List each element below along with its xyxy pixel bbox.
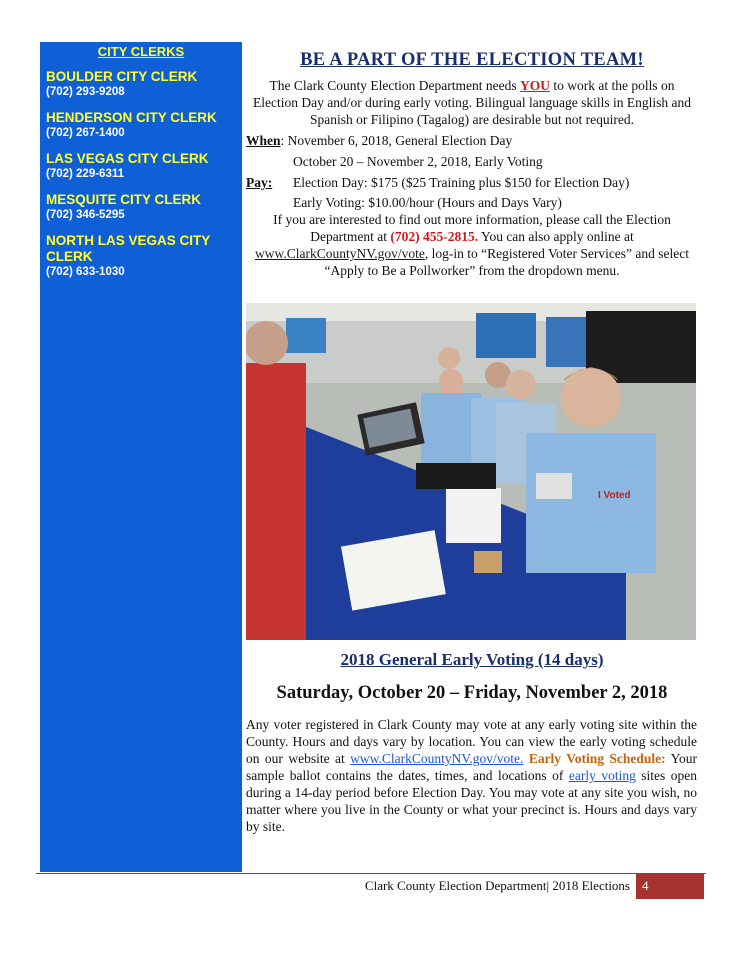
pay-row-2 [246, 194, 698, 211]
early-text: sites open during a 14-day period before Election Day. You may vote at any site you wish, no matter where you live in the County or what your precinct is. Hours and days vary by site. [246, 768, 698, 834]
early-voting-dates: Saturday, October 20 – Friday, November 2, 2018 [276, 683, 668, 703]
clerk-entry [46, 110, 236, 141]
clerk-phone: (702) 267-1400 [46, 127, 125, 139]
clerk-name: LAS VEGAS CITY CLERK [46, 151, 209, 166]
clerk-phone: (702) 346-5295 [46, 209, 125, 221]
early-text: Your sample ballot contains the dates, times, and locations of [246, 751, 697, 783]
early-voting-info [246, 716, 697, 835]
info-text: If you are interested to find out more information, please call the Election Department at [273, 212, 671, 244]
recruitment-section [246, 44, 698, 279]
early-voting-title: 2018 General Early Voting (14 days) [340, 650, 604, 669]
election-dept-phone: (702) 455-2815. [390, 229, 479, 244]
clerk-name: MESQUITE CITY CLERK [46, 192, 202, 207]
pay-row [246, 174, 698, 191]
clerk-phone: (702) 293-9208 [46, 86, 125, 98]
intro-text: The Clark County Election Department needs [269, 78, 520, 93]
i-voted-sticker: I Voted [598, 490, 631, 501]
info-text: You can also apply online at [478, 229, 634, 244]
poll-workers-photo [246, 303, 696, 640]
recruitment-title: BE A PART OF THE ELECTION TEAM! [300, 50, 644, 70]
info-text: , log-in to “Registered Voter Services” and select “Apply to Be a Pollworker” from the dropdown menu. [324, 246, 690, 278]
pay-election-day: Election Day: $175 ($25 Training plus $150 for Election Day) [293, 175, 630, 190]
schedule-website-link[interactable]: www.ClarkCountyNV.gov/vote. [350, 751, 524, 766]
poll-workers-illustration [246, 303, 696, 640]
when-label: When [246, 133, 281, 148]
clerk-name: NORTH LAS VEGAS CITY CLERK [46, 233, 211, 264]
clerk-name: HENDERSON CITY CLERK [46, 110, 217, 125]
clerk-phone: (702) 229-6311 [46, 168, 125, 180]
clerk-name: BOULDER CITY CLERK [46, 69, 198, 84]
schedule-label: Early Voting Schedule: [528, 751, 666, 766]
pay-label: Pay: [246, 175, 273, 190]
clerk-entry [46, 69, 236, 100]
clerk-entry [46, 151, 236, 182]
recruitment-intro [246, 77, 698, 128]
when-election-day: : November 6, 2018, General Election Day [280, 133, 513, 148]
pay-early-voting: Early Voting: $10.00/hour (Hours and Days Vary) [293, 195, 562, 210]
clerk-phone: (702) 633-1030 [46, 266, 125, 278]
city-clerks-heading: CITY CLERKS [97, 44, 185, 59]
intro-text: to work at the polls on Election Day and/or during early voting. Bilingual language skills in English and Spanish or Filipino (Tagalog) are desirable but not required. [253, 78, 691, 127]
early-text: Any voter registered in Clark County may vote at any early voting site within the County. Hours and days vary by location. You can view the early voting schedule on our website at [246, 717, 697, 766]
apply-online-link[interactable]: www.ClarkCountyNV.gov/vote [254, 246, 425, 261]
early-voting-link[interactable]: early voting [568, 768, 636, 783]
when-row-2 [246, 153, 698, 170]
more-info [246, 211, 698, 279]
clerk-entry [46, 233, 236, 280]
you-emphasis: YOU [519, 78, 550, 93]
when-early-voting: October 20 – November 2, 2018, Early Voting [293, 154, 543, 169]
city-clerks-sidebar [40, 42, 242, 872]
page-number: 4 [636, 873, 704, 899]
when-row [246, 132, 698, 149]
clerk-entry [46, 192, 236, 223]
footer-text: Clark County Election Department| 2018 Elections [364, 878, 630, 893]
